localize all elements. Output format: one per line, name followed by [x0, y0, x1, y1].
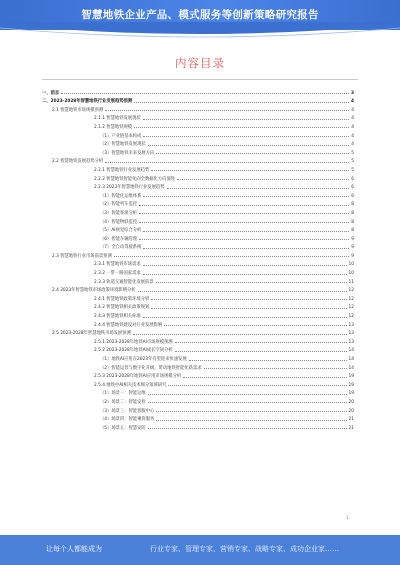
toc-entry-page: 4: [351, 142, 354, 148]
toc-entry-page: 13: [348, 322, 354, 328]
toc-entry-label: 2.5.4 地铁中AI相关技术细分领域研究: [94, 382, 167, 388]
toc-entry-label: （2）智能运营与数字化升级，带动地铁智能化新需求: [100, 365, 202, 371]
toc-leader-dots: [105, 162, 349, 163]
toc-entry[interactable]: [42, 156, 354, 165]
toc-leader-dots: [168, 385, 346, 386]
toc-entry[interactable]: [42, 173, 354, 182]
toc-entry[interactable]: [42, 353, 354, 362]
toc-entry-label: （1）产业链基本构成: [100, 133, 142, 139]
toc-entry-label: （5）AI视觉综合分析: [100, 228, 142, 234]
toc-entry-page: 4: [351, 124, 354, 130]
toc-entry-page: 19: [348, 374, 354, 380]
toc-entry[interactable]: [42, 285, 354, 294]
toc-entry-page: 5: [351, 159, 354, 165]
toc-leader-dots: [105, 110, 349, 111]
footer-banner: [0, 535, 400, 565]
toc-entry[interactable]: [42, 302, 354, 311]
toc-entry-label: 2.5.3 2023-2028年地铁AI应用市场规模分析: [94, 374, 182, 380]
toc-leader-dots: [139, 205, 349, 206]
toc-entry-label: （2）智慧地铁发展现状: [100, 142, 146, 148]
toc-leader-dots: [133, 334, 347, 335]
toc-entry[interactable]: [42, 276, 354, 285]
toc-entry[interactable]: [42, 259, 354, 268]
toc-entry-label: 2.3.2 一带一路国家需求: [94, 271, 141, 277]
toc-entry-page: 4: [351, 116, 354, 122]
toc-entry-page: 9: [351, 236, 354, 242]
toc-entry-label: 2.2.2 智慧地铁智能化向全数据化方向演进: [94, 176, 176, 182]
toc-entry-page: 8: [351, 228, 354, 234]
toc-leader-dots: [143, 196, 349, 197]
header-curve-decoration: [0, 22, 400, 38]
top-divider: [42, 79, 358, 80]
toc-leader-dots: [151, 170, 349, 171]
toc-entry-page: 12: [348, 305, 354, 311]
toc-entry[interactable]: [42, 371, 354, 380]
toc-entry-page: 13: [348, 331, 354, 337]
toc-entry-label: 二、2023-2028年智慧地铁行业发展趋势预测: [42, 99, 133, 105]
toc-entry-page: 12: [348, 296, 354, 302]
toc-leader-dots: [189, 360, 347, 361]
toc-leader-dots: [167, 188, 350, 189]
toc-entry-page: 11: [348, 279, 354, 285]
toc-entry[interactable]: [42, 328, 354, 337]
toc-entry-label: （6）智能车辆管理: [100, 236, 138, 242]
toc-leader-dots: [148, 428, 347, 429]
toc-entry-page: 13: [348, 339, 354, 345]
footer-tagline: 行业专家、管理专家、营销专家、战略专家、成功企业家……: [150, 545, 339, 553]
toc-entry[interactable]: [42, 414, 354, 423]
toc-entry-page: 5: [351, 167, 354, 173]
toc-leader-dots: [139, 222, 349, 223]
toc-entry[interactable]: [42, 396, 354, 405]
toc-leader-dots: [148, 394, 347, 395]
toc-leader-dots: [134, 102, 349, 103]
toc-entry-label: （3）智慧地铁未来发展方向: [100, 150, 155, 156]
toc-heading: 内容目录: [175, 56, 225, 70]
toc-leader-dots: [143, 248, 349, 249]
toc-entry[interactable]: [42, 336, 354, 345]
toc-entry-page: 6: [351, 185, 354, 191]
toc-entry[interactable]: [42, 121, 354, 130]
toc-entry[interactable]: [42, 293, 354, 302]
toc-entry-page: 6: [351, 193, 354, 199]
toc-entry-page: 21: [348, 425, 354, 431]
toc-leader-dots: [204, 368, 347, 369]
toc-entry-label: 2.1.1 智慧地铁发展现状: [94, 116, 141, 122]
toc-leader-dots: [177, 179, 349, 180]
toc-entry[interactable]: [42, 104, 354, 113]
toc-entry-page: 19: [348, 382, 354, 388]
toc-entry-label: （1）智能化运维体系: [100, 193, 142, 199]
toc-entry-label: （2）智能列车监控: [100, 202, 138, 208]
toc-entry-label: （1）地铁AI应用在2023年有望迎来快速发展: [100, 357, 187, 362]
toc-entry-page: 20: [348, 408, 354, 414]
toc-entry-page: 20: [348, 399, 354, 405]
toc-entry-page: 4: [351, 107, 354, 113]
toc-entry[interactable]: [42, 388, 354, 397]
toc-entry[interactable]: [42, 310, 354, 319]
toc-entry-label: 2.5 2023-2028年智慧地铁市场发展预测: [52, 331, 131, 337]
toc-entry[interactable]: [42, 319, 354, 328]
toc-entry-page: 9: [351, 253, 354, 259]
toc-entry-page: 14: [348, 365, 354, 371]
toc-entry[interactable]: [42, 147, 354, 156]
toc-leader-dots: [175, 351, 347, 352]
toc-entry-label: （3）智能客流分析: [100, 210, 138, 216]
page-number: 1: [346, 515, 349, 520]
footer-slogan: 让每个人都能成为: [46, 545, 102, 553]
toc-entry-page: 12: [348, 288, 354, 294]
toc-entry-label: 2.2 智慧地铁发展趋势分析: [52, 159, 104, 165]
toc-leader-dots: [148, 145, 350, 146]
toc-entry-label: 2.2.3 2023年智慧地铁行业发展趋势: [94, 185, 165, 191]
toc-entry[interactable]: [42, 379, 354, 388]
toc-entry-label: 2.3 智慧地铁行业市场前景预测: [52, 253, 112, 259]
toc-entry[interactable]: [42, 422, 354, 431]
toc-entry-label: 一、前言: [42, 90, 60, 96]
toc-entry-page: 14: [348, 357, 354, 362]
toc-entry[interactable]: [42, 216, 354, 225]
toc-entry[interactable]: [42, 113, 354, 122]
toc-entry-page: 10: [348, 262, 354, 268]
toc-leader-dots: [143, 317, 347, 318]
toc-entry-page: 5: [351, 150, 354, 156]
report-title: 智慧地铁企业产品、模式服务等创新策略研究报告: [81, 9, 319, 21]
toc-entry-label: 2.5.2 2023-2028年地铁AI成长空间分析: [94, 348, 173, 354]
toc-entry-label: 2.4 2023年智慧地铁市场政策环境影响分析: [52, 288, 136, 294]
toc-leader-dots: [156, 411, 346, 412]
toc-leader-dots: [156, 153, 349, 154]
toc-leader-dots: [114, 256, 350, 257]
toc-entry[interactable]: [42, 267, 354, 276]
toc-leader-dots: [143, 265, 347, 266]
toc-entry-label: （2）场景二：智能安检: [100, 399, 146, 405]
toc-entry-label: 2.5.1 2023-2028年地铁AI市场规模预测: [94, 339, 173, 345]
toc-entry[interactable]: [42, 139, 354, 148]
toc-entry-page: 6: [351, 176, 354, 182]
toc-entry[interactable]: [42, 405, 354, 414]
toc-entry[interactable]: [42, 225, 354, 234]
toc-entry[interactable]: [42, 96, 354, 105]
toc-entry[interactable]: [42, 190, 354, 199]
toc-entry[interactable]: [42, 87, 354, 96]
toc-entry[interactable]: [42, 207, 354, 216]
toc-leader-dots: [156, 420, 346, 421]
toc-entry[interactable]: [42, 242, 354, 251]
toc-entry-page: 3: [351, 90, 354, 96]
toc-leader-dots: [151, 299, 346, 300]
toc-leader-dots: [156, 282, 347, 283]
toc-entry-page: 4: [351, 99, 354, 105]
toc-leader-dots: [138, 291, 347, 292]
toc-entry-label: 2.3.3 轨道交通智能化发展前景: [94, 279, 154, 285]
toc-entry-page: 9: [351, 245, 354, 251]
toc-entry-label: 2.1 智慧地铁市场规模预测: [52, 107, 104, 113]
toc-entry-page: 8: [351, 219, 354, 225]
toc-entry-label: （1）场景一：智能运维: [100, 391, 146, 397]
toc-entry-page: 4: [351, 133, 354, 139]
toc-entry-label: （3）场景三：智能客服中心: [100, 408, 155, 414]
toc-leader-dots: [143, 136, 349, 137]
toc-entry[interactable]: [42, 199, 354, 208]
toc-entry-label: （4）场景四：智能乘客服务: [100, 417, 155, 423]
toc-leader-dots: [164, 325, 346, 326]
toc-leader-dots: [183, 377, 346, 378]
toc-entry[interactable]: [42, 250, 354, 259]
toc-entry[interactable]: [42, 345, 354, 354]
toc-entry[interactable]: [42, 182, 354, 191]
toc-leader-dots: [134, 127, 349, 128]
toc-entry-label: 2.4.1 智慧地铁政策环境分析: [94, 296, 150, 302]
toc-leader-dots: [143, 119, 350, 120]
toc-entry-label: （7）全自动驾驶系统: [100, 245, 142, 251]
toc-leader-dots: [143, 274, 347, 275]
toc-leader-dots: [148, 402, 347, 403]
toc-entry-page: 21: [348, 417, 354, 423]
toc-entry-label: 2.4.4 智慧地铁建设对行业发展影响: [94, 322, 163, 328]
toc-entry[interactable]: [42, 130, 354, 139]
toc-leader-dots: [139, 239, 349, 240]
toc-entry-page: 8: [351, 210, 354, 216]
toc-entry-label: （4）智能物联监控: [100, 219, 138, 225]
report-header-banner: [0, 0, 400, 30]
toc-entry-page: 8: [351, 202, 354, 208]
toc-entry-label: 2.1.2 智慧地铁规模: [94, 124, 133, 130]
toc-leader-dots: [175, 342, 347, 343]
toc-leader-dots: [139, 213, 349, 214]
toc-entry-page: 12: [348, 314, 354, 320]
toc-entry-label: 2.4.3 智慧地铁相关标准: [94, 314, 141, 320]
toc-entry-page: 10: [348, 271, 354, 277]
toc-entry[interactable]: [42, 362, 354, 371]
toc-entry-label: 2.4.2 智慧地铁相关政策规划: [94, 305, 150, 311]
toc-entry[interactable]: [42, 233, 354, 242]
toc-entry-page: 19: [348, 391, 354, 397]
toc-leader-dots: [61, 93, 349, 94]
toc-leader-dots: [143, 231, 349, 232]
toc-entry[interactable]: [42, 164, 354, 173]
toc-entry-page: 14: [348, 348, 354, 354]
toc-leader-dots: [151, 308, 346, 309]
toc-entry-label: 2.3.1 智慧地铁市场需求: [94, 262, 141, 268]
toc-entry-label: （5）场景五：智慧安防: [100, 425, 146, 431]
toc-entry-label: 2.2.1 智慧地铁行业发展趋势: [94, 167, 150, 173]
table-of-contents: [42, 87, 354, 431]
